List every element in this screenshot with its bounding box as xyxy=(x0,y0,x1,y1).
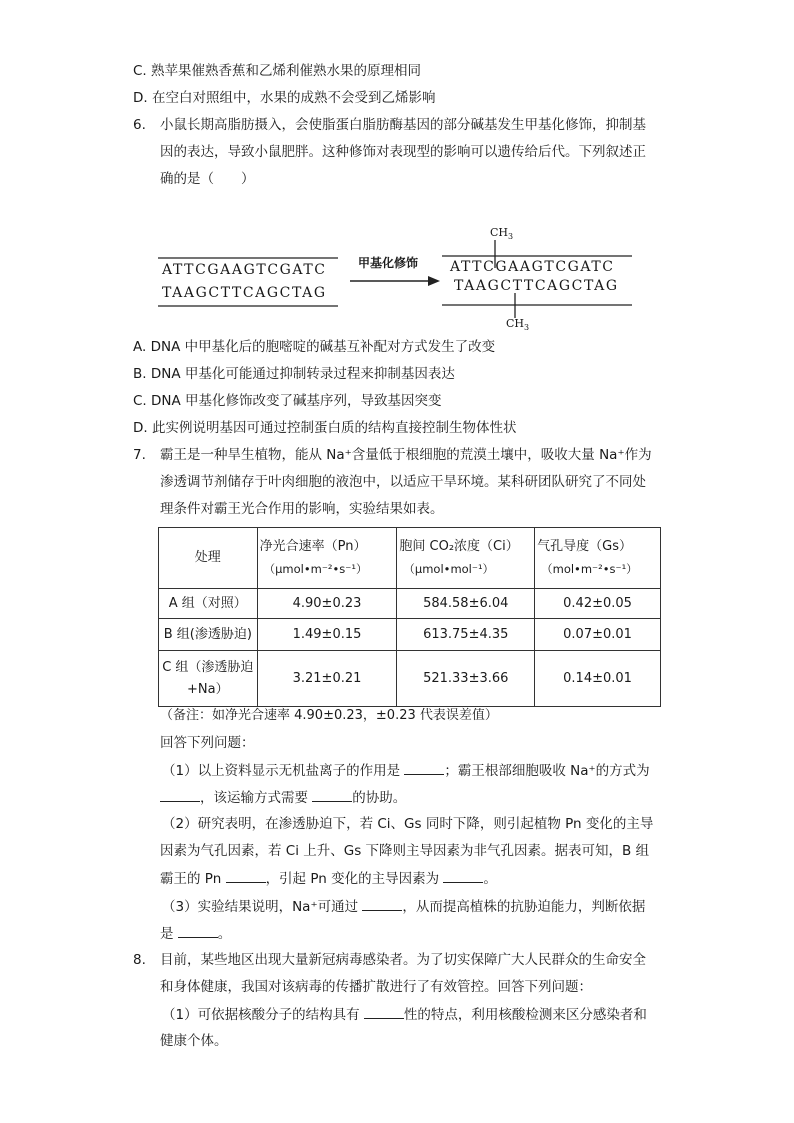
left-dna-bottom-strand: TAAGCTTCAGCTAG xyxy=(162,285,327,301)
q6-stem-line1: 小鼠长期高脂肪摄入，会使脂蛋白脂肪酶基因的部分碱基发生甲基化修饰，抑制基 xyxy=(160,117,646,133)
cell-ci: 613.75±4.35 xyxy=(397,619,535,651)
header-treatment: 处理 xyxy=(159,528,258,589)
header-net-photosynthesis: 净光合速率（Pn） （μmol•m⁻²•s⁻¹） xyxy=(257,528,397,589)
q5-option-c: C. 熟苹果催熟香蕉和乙烯利催熟水果的原理相同 xyxy=(133,63,422,79)
q7-part1-line2: ，该运输方式需要 的协助。 xyxy=(160,787,406,808)
methylation-arrow-label: 甲基化修饰 xyxy=(358,256,419,270)
left-dna-top-strand: ATTCGAAGTCGATC xyxy=(162,262,327,278)
q7-part2-line1: （2）研究表明，在渗透胁迫下，若 Ci、Gs 同时下降，则引起植物 Pn 变化的主导 xyxy=(162,816,654,832)
q7-part3-line2: 是 。 xyxy=(160,923,231,944)
cell-pn: 1.49±0.15 xyxy=(257,619,397,651)
q7-number: 7. xyxy=(133,447,146,463)
cell-gs: 0.14±0.01 xyxy=(535,651,661,707)
answer-blank[interactable] xyxy=(178,923,218,938)
q7-part2-line2: 因素为气孔因素，若 Ci 上升、Gs 下降则主导因素为非气孔因素。据表可知，B 组 xyxy=(160,843,650,859)
answer-blank[interactable] xyxy=(226,868,266,883)
table-row xyxy=(159,651,661,707)
cell-treatment: A 组（对照） xyxy=(159,589,258,619)
q6-option-a: A. DNA 中甲基化后的胞嘧啶的碱基互补配对方式发生了改变 xyxy=(133,339,496,355)
q8-number: 8. xyxy=(133,952,146,968)
q7-part1-line1: （1）以上资料显示无机盐离子的作用是 ；霸王根部细胞吸收 Na⁺的方式为 xyxy=(162,760,650,781)
q7-stem-line3: 理条件对霸王光合作用的影响，实验结果如表。 xyxy=(160,501,444,517)
cell-gs: 0.42±0.05 xyxy=(535,589,661,619)
table-note: （备注：如净光合速率 4.90±0.23，±0.23 代表误差值） xyxy=(160,708,498,723)
q6-number: 6. xyxy=(133,117,146,133)
q8-stem-line2: 和身体健康，我国对该病毒的传播扩散进行了有效管控。回答下列问题： xyxy=(160,979,592,995)
ch3-bottom-label: $CH_3$ xyxy=(506,317,530,333)
right-dna-top-strand: ATTCGAAGTCGATC xyxy=(450,259,615,275)
ch3-top-label: $CH_3$ xyxy=(490,226,514,242)
q6-option-c: C. DNA 甲基化修饰改变了碱基序列，导致基因突变 xyxy=(133,393,442,409)
q7-stem-line2: 渗透调节剂储存于叶肉细胞的液泡中，以适应干旱环境。某科研团队研究了不同处 xyxy=(160,474,646,490)
answer-blank[interactable] xyxy=(404,760,444,775)
q6-option-b: B. DNA 甲基化可能通过抑制转录过程来抑制基因表达 xyxy=(133,366,455,382)
cell-gs: 0.07±0.01 xyxy=(535,619,661,651)
q7-answer-prompt: 回答下列问题： xyxy=(160,735,255,751)
answer-blank[interactable] xyxy=(362,896,402,911)
q6-stem-line3: 确的是（ ） xyxy=(160,171,255,187)
right-dna-bottom-strand: TAAGCTTCAGCTAG xyxy=(454,278,619,294)
cell-ci: 521.33±3.66 xyxy=(397,651,535,707)
q5-option-d: D. 在空白对照组中，水果的成熟不会受到乙烯影响 xyxy=(133,90,436,106)
table-header-row xyxy=(159,528,661,589)
cell-pn: 4.90±0.23 xyxy=(257,589,397,619)
table-row xyxy=(159,589,661,619)
answer-blank[interactable] xyxy=(364,1004,404,1019)
cell-ci: 584.58±6.04 xyxy=(397,589,535,619)
cell-treatment: C 组（渗透胁迫 +Na） xyxy=(159,651,258,707)
q8-stem-line1: 目前，某些地区出现大量新冠病毒感染者。为了切实保障广大人民群众的生命安全 xyxy=(160,952,646,968)
q7-stem-line1: 霸王是一种旱生植物，能从 Na⁺含量低于根细胞的荒漠土壤中，吸收大量 Na⁺作为 xyxy=(160,447,652,463)
header-stomatal-conductance: 气孔导度（Gs） （mol•m⁻²•s⁻¹） xyxy=(535,528,661,589)
photosynthesis-results-table xyxy=(158,527,661,707)
answer-blank[interactable] xyxy=(312,787,352,802)
cell-treatment: B 组(渗透胁迫) xyxy=(159,619,258,651)
table-row xyxy=(159,619,661,651)
q7-part2-line3: 霸王的 Pn ，引起 Pn 变化的主导因素为 。 xyxy=(160,868,497,889)
header-intercellular-co2: 胞间 CO₂浓度（Ci） （μmol•mol⁻¹） xyxy=(397,528,535,589)
cell-pn: 3.21±0.21 xyxy=(257,651,397,707)
q6-option-d: D. 此实例说明基因可通过控制蛋白质的结构直接控制生物体性状 xyxy=(133,420,517,436)
q7-part3-line1: （3）实验结果说明，Na⁺可通过 ，从而提高植株的抗胁迫能力，判断依据 xyxy=(162,896,645,917)
answer-blank[interactable] xyxy=(160,787,200,802)
answer-blank[interactable] xyxy=(443,868,483,883)
q8-part1-line1: （1）可依据核酸分子的结构具有 性的特点，利用核酸检测来区分感染者和 xyxy=(162,1004,647,1025)
q6-stem-line2: 因的表达，导致小鼠肥胖。这种修饰对表现型的影响可以遗传给后代。下列叙述正 xyxy=(160,144,646,160)
q8-part1-line2: 健康个体。 xyxy=(160,1033,228,1049)
